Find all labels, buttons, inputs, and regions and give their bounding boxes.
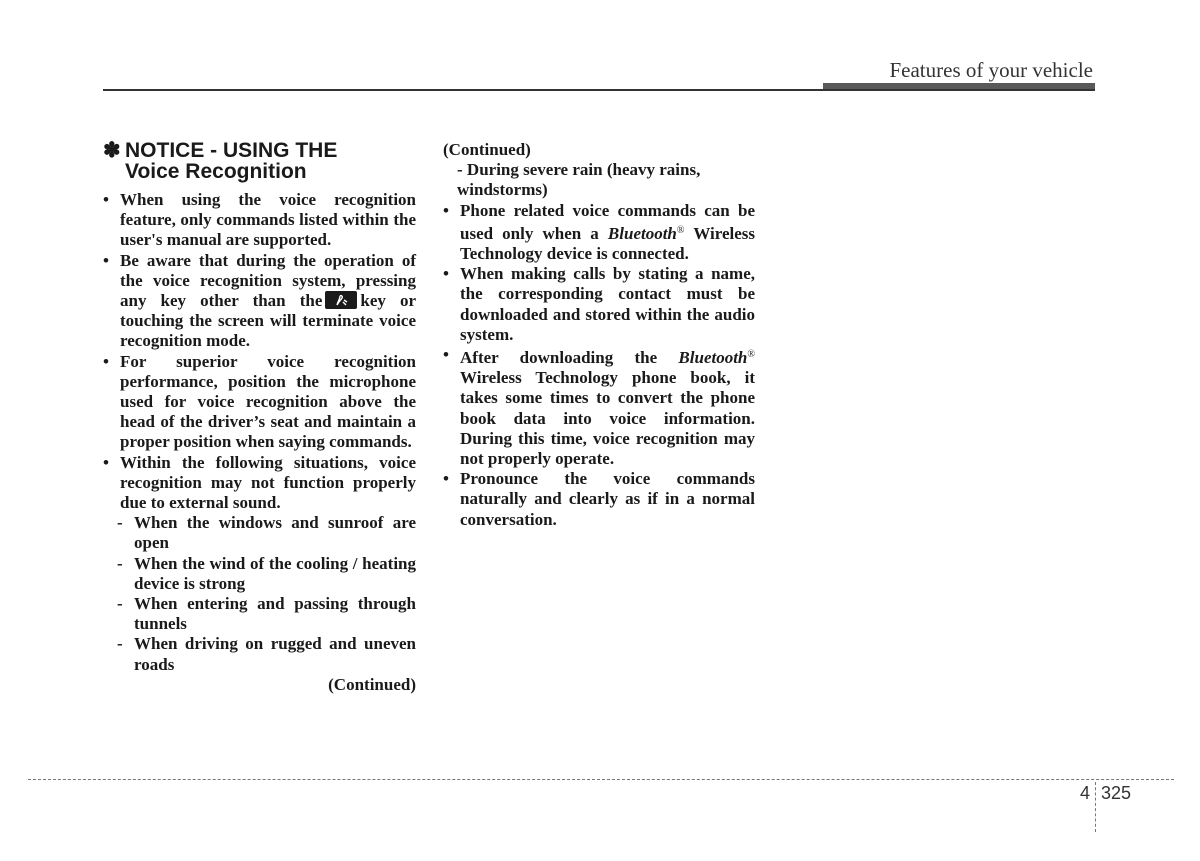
section-title: Features of your vehicle xyxy=(889,58,1093,82)
notice-title-line1: NOTICE - USING THE xyxy=(125,139,338,162)
continued-label: (Continued) xyxy=(443,140,531,159)
continued-label: (Continued) xyxy=(328,674,416,694)
list-item: • Within the following situations, voice recognition may not function properly due to external sound. xyxy=(103,452,416,513)
header-rule xyxy=(103,89,1095,91)
footer-divider xyxy=(1095,782,1096,832)
list-item-text: When making calls by stating a name, the corresponding contact must be downloaded and stored within the audio system. xyxy=(460,264,755,344)
left-column xyxy=(103,190,416,695)
footer-rule xyxy=(28,779,1174,780)
notice-heading xyxy=(103,140,423,182)
list-item-text: Pronounce the voice commands naturally and clearly as if in a normal conversation. xyxy=(460,469,755,529)
list-item: • Pronounce the voice commands naturally and clearly as if in a normal conversation. xyxy=(443,469,755,529)
sub-list-item: - When entering and passing through tunnels xyxy=(117,594,416,634)
sub-list-item: - When driving on rugged and uneven roads xyxy=(117,634,416,674)
sub-list-item: - When the windows and sunroof are open xyxy=(117,513,416,553)
list-item: • When making calls by stating a name, the corresponding contact must be downloaded and stored within the audio system. xyxy=(443,264,755,344)
list-item-text: Be aware that during the operation of the voice recognition system, pressing any key other than the key or touching the screen will terminate voice recognition mode. xyxy=(120,250,416,351)
page-number: 325 xyxy=(1101,783,1132,803)
list-item-text: After downloading the Bluetooth® Wireless Technology phone book, it takes some times to convert the phone book data into voice information. During this time, voice recognition may not properly operate. xyxy=(460,348,755,469)
list-item-text: Within the following situations, voice recognition may not function properly due to external sound. xyxy=(120,452,416,513)
list-item: • Be aware that during the operation of the voice recognition system, pressing any key other than the key or touching the screen will terminate voice recognition mode. xyxy=(103,250,416,351)
list-item-text: For superior voice recognition performance, position the microphone used for voice recognition above the head of the driver’s seat and maintain a proper position when saying commands. xyxy=(120,351,416,452)
list-item-text: When using the voice recognition feature, only commands listed within the user's manual are supported. xyxy=(120,190,416,250)
sub-list-item: - When the wind of the cooling / heating device is strong xyxy=(117,553,416,593)
list-item: • Phone related voice commands can be used only when a Bluetooth® Wireless Technology device is connected. xyxy=(443,200,756,264)
middle-column xyxy=(443,140,755,530)
sub-list-item: - During severe rain (heavy rains, windstorms) xyxy=(457,160,701,200)
list-item: • When using the voice recognition feature, only commands listed within the user's manual are supported. xyxy=(103,190,416,250)
list-item-text: Phone related voice commands can be used only when a Bluetooth® Wireless Technology device is connected. xyxy=(460,200,756,264)
voice-key-icon xyxy=(325,291,357,309)
list-item: • After downloading the Bluetooth® Wireless Technology phone book, it takes some times to convert the phone book data into voice information. During this time, voice recognition may not properly operate. xyxy=(443,345,755,469)
list-item: • For superior voice recognition performance, position the microphone used for voice recognition above the head of the driver’s seat and maintain a proper position when saying commands. xyxy=(103,351,416,452)
notice-title-line2: Voice Recognition xyxy=(125,160,307,183)
chapter-number: 4 xyxy=(1080,783,1091,803)
notice-star-icon: ✽ xyxy=(103,139,121,162)
